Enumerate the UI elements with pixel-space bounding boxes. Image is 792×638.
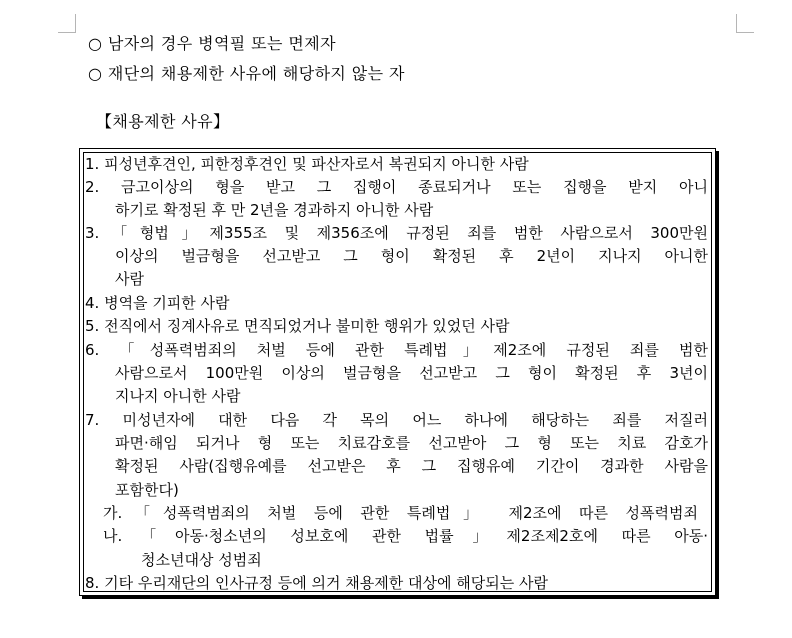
restriction-item-5: 5. 전직에서 징계사유로 면직되었거나 불미한 행위가 있었던 사람 — [85, 317, 510, 335]
crop-mark-top-left-horizontal — [58, 32, 76, 33]
restriction-item-7-cont-3: 포함한다) — [115, 481, 179, 499]
crop-mark-top-left-vertical — [75, 14, 76, 33]
restriction-item-3-cont-2: 사람 — [115, 270, 144, 288]
restriction-item-2-cont: 하기로 확정된 후 만 2년을 경과하지 아니한 사람 — [115, 201, 434, 219]
crop-mark-top-right-vertical — [736, 14, 737, 33]
restriction-item-7-sub-na-cont: 청소년대상 성범죄 — [141, 551, 262, 569]
restriction-item-7-sub-ga: 가.「성폭력범죄의 처벌 등에 관한 특례법」 제2조에 따른 성폭력범죄 — [103, 504, 698, 522]
restriction-item-8: 8. 기타 우리재단의 인사규정 등에 의거 채용제한 대상에 해당되는 사람 — [85, 574, 548, 592]
restriction-item-2: 2. 금고이상의 형을 받고 그 집행이 종료되거나 또는 집행을 받지 아니 — [85, 178, 708, 196]
restriction-item-7-sub-na: 나.「아동·청소년의 성보호에 관한 법률」제2조제2호에 따른 아동· — [103, 527, 708, 545]
crop-mark-top-right-horizontal — [736, 32, 754, 33]
restriction-item-6-cont: 사람으로서 100만원 이상의 벌금형을 선고받고 그 형이 확정된 후 3년이 — [115, 364, 708, 382]
restriction-heading: 【채용제한 사유】 — [96, 112, 230, 131]
restriction-item-7-cont: 파면·해임 되거나 형 또는 치료감호를 선고받아 그 형 또는 치료 감호가 — [115, 434, 708, 452]
restriction-item-7: 7. 미성년자에 대한 다음 각 목의 어느 하나에 해당하는 죄를 저질러 — [85, 411, 708, 429]
restriction-item-1: 1. 피성년후견인, 피한정후견인 및 파산자로서 복권되지 아니한 사람 — [85, 155, 529, 173]
requirement-no-restriction: ○ 재단의 채용제한 사유에 해당하지 않는 자 — [88, 64, 405, 83]
restriction-item-6: 6. 「성폭력범죄의 처벌 등에 관한 특례법」제2조에 규정된 죄를 범한 — [85, 341, 708, 359]
requirement-military-service: ○ 남자의 경우 병역필 또는 면제자 — [88, 34, 336, 53]
restriction-item-3: 3.「형법」제355조 및 제356조에 규정된 죄를 범한 사람으로서 300만원 — [85, 224, 708, 242]
restriction-item-6-cont-2: 지나지 아니한 사람 — [115, 387, 241, 405]
restriction-item-7-cont-2: 확정된 사람(집행유예를 선고받은 후 그 집행유예 기간이 경과한 사람을 — [115, 457, 708, 475]
restriction-item-3-cont: 이상의 벌금형을 선고받고 그 형이 확정된 후 2년이 지나지 아니한 — [115, 247, 708, 265]
restriction-item-4: 4. 병역을 기피한 사람 — [85, 294, 230, 312]
